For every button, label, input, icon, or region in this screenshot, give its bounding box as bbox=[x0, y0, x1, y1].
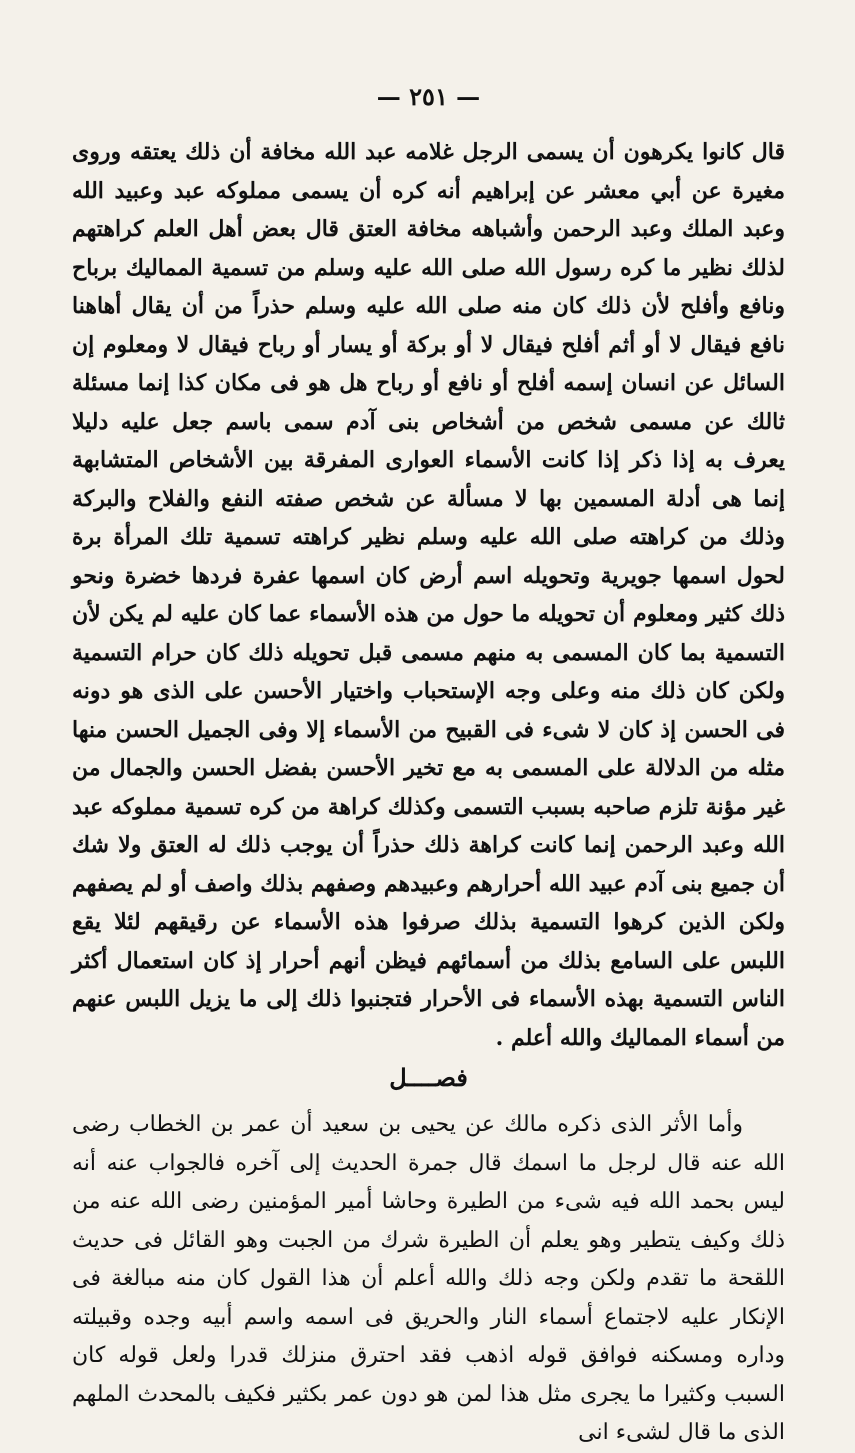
paragraph-2: وأما الأثر الذى ذكره مالك عن يحيى بن سعيد أن عمر بن الخطاب رضى الله عنه قال لرجل ما اسمك قال جمرة الحديث إلى آخره فالجواب عنه أنه ليس بحمد الله فيه شىء من الطيرة وحاشا أمير المؤمنين رضى الله عنه من ذلك وكيف يتطير وهو يعلم أن الطيرة شرك من الجبت وهو القائل فى حديث اللقحة ما تقدم ولكن وجه ذلك والله أعلم أن هذا القول كان منه مبالغة فى الإنكار عليه لاجتماع أسماء النار والحريق فى اسمه واسم أبيه وجده وقبيلته وداره ومسكنه فوافق قوله اذهب فقد احترق منزلك قدرا ولعل قوله كان السبب وكثيرا ما يجرى مثل هذا لمن هو دون عمر بكثير فكيف بالمحدث الملهم الذى ما قال لشىء انى bbox=[72, 1112, 786, 1445]
section-heading-label: فصــــل bbox=[389, 1063, 468, 1092]
paragraph-1: قال كانوا يكرهون أن يسمى الرجل غلامه عبد الله مخافة أن ذلك يعتقه وروى مغيرة عن أبي معشر عن إبراهيم أنه كره أن يسمى مملوكه عبد وعبيد الله وعبد الملك وعبد الرحمن وأشباهه مخافة العتق قال بعض أهل العلم كراهتهم لذلك نظير ما كره رسول الله صلى الله عليه وسلم من تسمية المماليك برباح ونافع وأفلح لأن ذلك كان منه صلى الله عليه وسلم حذراً من أن يقال أهاهنا نافع فيقال لا أو أثم أفلح فيقال لا أو بركة أو يسار أو رباح فيقال لا ومعلوم إن السائل عن انسان إسمه أفلح أو نافع أو رباح هل هو فى مكان كذا إنما مسئلة ثالك عن مسمى شخص من أشخاص بنى آدم سمى باسم جعل عليه دليلا يعرف به إذا ذكر إذا كانت الأسماء العوارى المفرقة بين الأشخاص المتشابهة إنما هى أدلة المسمين بها لا مسألة عن شخص صفته النفع والفلاح والبركة وذلك من كراهته صلى الله عليه وسلم نظير كراهته تسمية تلك المرأة برة لحول اسمها جويرية وتحويله اسم أرض كان اسمها عفرة فردها خضرة ونحو ذلك كثير ومعلوم أن تحويله ما حول من هذه الأسماء عما كان عليه لم يكن لأن التسمية بما كان المسمى به منهم مسمى قبل تحويله ذلك كان حرام التسمية ولكن كان ذلك منه وعلى وجه الإستحباب واختيار الأحسن على الذى هو دونه فى الحسن إذ كان لا شىء فى القبيح من الأسماء إلا وفى الجميل الحسن منها مثله من الدلالة على المسمى به مع تخير الأحسن بفضل الحسن والجمال من غير مؤنة تلزم صاحبه بسبب التسمى وكذلك كراهة من كره تسمية مملوكه عبد الله وعبد الرحمن إنما كانت كراهة ذلك حذراً أن يوجب ذلك له العتق ولا شك أن جميع بنى آدم عبيد الله أحرارهم وعبيدهم وصفهم بذلك واصف أو لم يصفهم ولكن الذين كرهوا التسمية بذلك صرفوا هذه الأسماء عن رقيقهم لئلا يقع اللبس على السامع بذلك من أسمائهم فيظن أنهم أحرار إذ كان استعمال أكثر الناس التسمية بهذه الأسماء فى الأحرار فتجنبوا ذلك إلى ما يزيل اللبس عنهم من أسماء المماليك والله أعلم . bbox=[72, 139, 785, 1051]
main-text bbox=[72, 133, 785, 1453]
section-heading bbox=[72, 1063, 785, 1092]
page-number: — ٢٥١ — bbox=[376, 82, 481, 111]
